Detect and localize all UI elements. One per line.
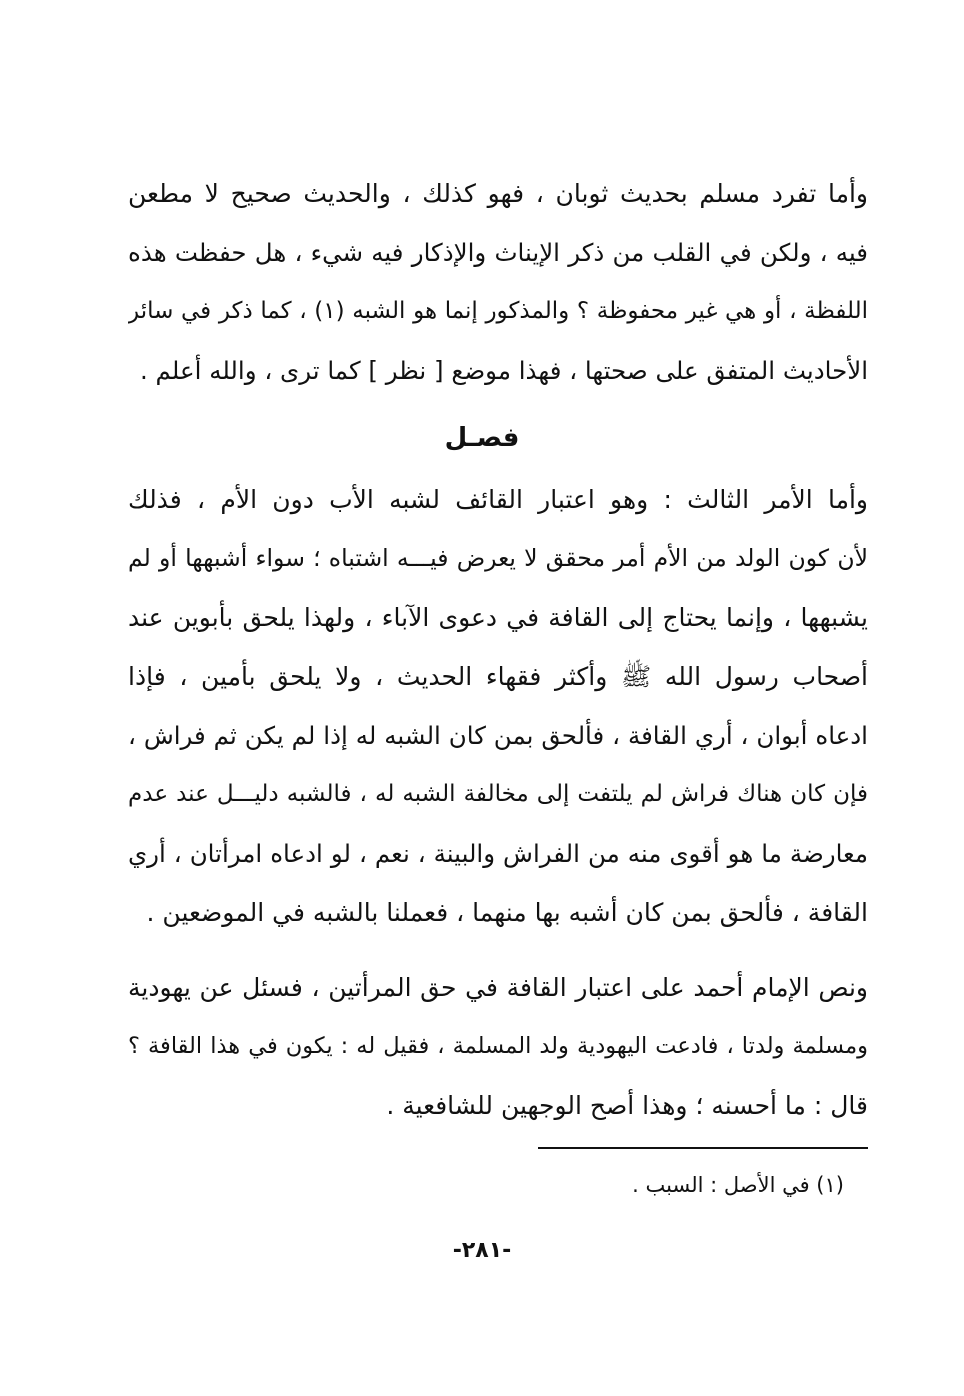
text-line: ونص الإمام أحمد على اعتبار القافة في حق المرأتين ، فسئل عن يهودية	[128, 973, 868, 1002]
text-line: اللفظة ، أو هي غير محفوظة ؟ والمذكور إنما هو الشبه (١) ، كما ذكر في سائر	[128, 298, 868, 324]
paragraph-2	[128, 470, 868, 942]
text-line: قال : ما أحسنه ؛ وهذا أصح الوجهين للشافعية .	[386, 1091, 868, 1120]
text-line: ومسلمة ولدتا ، فادعت اليهودية ولد المسلمة ، فقيل له : يكون في هذا القافة ؟	[128, 1033, 868, 1059]
page-number: -٢٨١-	[452, 1238, 512, 1263]
section-heading: فصـل	[444, 423, 520, 453]
paragraph-1	[128, 164, 868, 400]
text-line: أصحاب رسول الله ﷺ وأكثر فقهاء الحديث ، ولا يلحق بأمين ، فإذا	[128, 662, 868, 691]
text-line: فإن كان هناك فراش لم يلتفت إلى مخالفة الشبه له ، فالشبه دليـــل عند عدم	[128, 781, 868, 807]
text-line: الأحاديث المتفق على صحتها ، فهذا موضع [ نظر ] كما ترى ، والله أعلم .	[139, 356, 868, 385]
text-line: وأما تفرد مسلم بحديث ثوبان ، فهو كذلك ، والحديث صحيح لا مطعن	[128, 179, 868, 208]
text-line: ادعاه أبوان ، أري القافة ، فألحق بمن كان الشبه له إذا لم يكن ثم فراش ،	[128, 721, 868, 750]
text-line: يشبهها ، وإنما يحتاج إلى القافة في دعوى الآباء ، ولهذا يلحق بأبوين عند	[128, 603, 868, 632]
text-line: لأن كون الولد من الأم أمر محقق لا يعرض فيـــه اشتباه ؛ سواء أشبهها أو لم	[128, 544, 868, 572]
text-line: فيه ، ولكن في القلب من ذكر الإيناث والإذكار فيه شيء ، هل حفظت هذه	[128, 238, 868, 267]
footnote-divider	[538, 1147, 868, 1149]
footnote: (١) في الأصل : السبب .	[632, 1173, 844, 1197]
text-line: وأما الأمر الثالث : وهو اعتبار القائف لشبه الأب دون الأم ، فذلك	[128, 485, 868, 514]
text-line: معارضة ما هو أقوى منه من الفراش والبينة ، نعم ، لو ادعاه امرأتان ، أري	[128, 839, 868, 868]
paragraph-3	[128, 958, 868, 1135]
text-line: القافة ، فألحق بمن كان أشبه بها منهما ، فعملنا بالشبه في الموضعين .	[146, 898, 868, 927]
